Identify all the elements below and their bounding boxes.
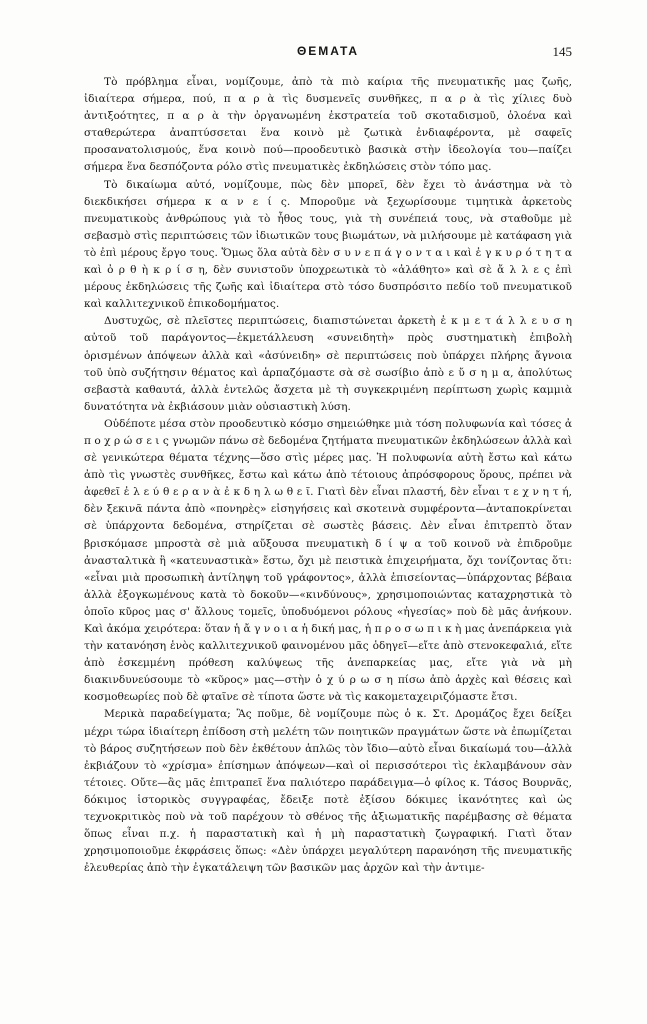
body-text (84, 74, 572, 877)
page-header (84, 44, 572, 64)
paragraph-1: Τὸ πρόβλημα εἶναι, νομίζουμε, ἀπὸ τὰ πιὸ καίρια τῆς πνευματικῆς μας ζωῆς, ἰδιαίτερα σήμερα, πού, π α ρ ὰ τὶς δυσμενεῖς συνθῆκες, π α ρ ὰ τὶς χίλιες δυὸ ἀντιξοότητες, π α ρ ὰ τὴν ὀργανωμένη ἐκστρατεία τοῦ σκοταδισμοῦ, ὁλοένα καὶ σταθερώτερα ἀναπτύσσεται ἕνα κοινὸ μὲ ζωτικὰ ἐνδιαφέροντα, μὲ σαφεῖς προσανατολισμούς, ἕνα κοινὸ πού—προοδευτικὸ βασικὰ στὴν ἰδεολογία του—παίζει σήμερα ἕνα δεσπόζοντα ρόλο στὶς πνευματικὲς ἐκδηλώσεις στὸν τόπο μας. (84, 76, 572, 174)
running-title: ΘΕΜΑΤΑ (296, 44, 360, 58)
page-number: 145 (552, 44, 572, 59)
paragraph-5: Μερικὰ παραδείγματα; Ἂς ποῦμε, δὲ νομίζουμε πὼς ὁ κ. Στ. Δρομάζος ἔχει δείξει μέχρι τώρα ἰδιαίτερη ἐπίδοση στὴ μελέτη τῶν ποιητικῶν πραγμάτων ὥστε νὰ ἐπωμίζεται τὸ βάρος συζητήσεων ποὺ δὲν ἐκθέτουν ἁπλῶς τὸν ἴδιο—αὐτὸ εἶναι δικαίωμά του—ἀλλὰ ἐκβιάζουν τὸ «χρίσμα» ἐπίσημων ἀπόψεων—καὶ οἱ περισσότεροι τὶς ἐκλαμβάνουν σὰν τέτοιες. Οὔτε—ἂς μᾶς ἐπιτραπεῖ ἕνα παλιότερο παράδειγμα—ὁ φίλος κ. Τάσος Βουρνᾶς, δόκιμος ἱστορικὸς συγγραφέας, ἔδειξε ποτὲ ἐξίσου δόκιμες ἱκανότητες καὶ ὡς τεχνοκριτικὸς ποὺ νὰ τοῦ παρέχουν τὸ σθένος τῆς ἀξιωματικῆς παρέμβασης σὲ θέματα ὅπως εἶναι π.χ. ἡ παραστατικὴ καὶ ἡ μὴ παραστατικὴ ζωγραφική. Γιατὶ ὅταν χρησιμοποιοῦμε ἐκφράσεις ὅπως: «Δὲν ὑπάρχει μεγαλύτερη παρανόηση τῆς πνευματικῆς ἐλευθερίας ἀπὸ τὴν ἐγκατάλειψη τῶν βασικῶν μας ἀρχῶν καὶ τὴν ἀντιμε- (84, 708, 572, 875)
paragraph-2: Τὸ δικαίωμα αὐτό, νομίζουμε, πὼς δὲν μπορεῖ, δὲν ἔχει τὸ ἀνάστημα νὰ τὸ διεκδικήσει σήμερα κ α ν ε ί ς. Μποροῦμε νὰ ξεχωρίσουμε τιμητικὰ ἀρκετοὺς πνευματικοὺς ἀνθρώπους γιὰ τὸ ἦθος τους, γιὰ τὴ συνέπειά τους, νὰ σταθοῦμε μὲ σεβασμὸ στὶς περιπτώσεις τῶν ἰδιωτικῶν τους βιωμάτων, νὰ μιλήσουμε μὲ κατάφαση γιὰ τὸ ἐπὶ μέρους ἔργο τους. Ὅμως ὅλα αὐτὰ δὲν σ υ ν ε π ά γ ο ν τ α ι καὶ ἐ γ κ υ ρ ό τ η τ α καὶ ὀ ρ θ ὴ κ ρ ί σ η, δὲν συνιστοῦν ὑποχρεωτικὰ τὸ «ἀλάθητο» καὶ σὲ ἄ λ λ ε ς ἐπὶ μέρους ἐκδηλώσεις τῆς ζωῆς καὶ ἰδιαίτερα στὸ τόσο δυσπρόσιτο πεδίο τοῦ πνευματικοῦ καὶ καλλιτεχνικοῦ ἐπικοδομήματος. (84, 178, 572, 311)
paragraph-4: Οὐδέποτε μέσα στὸν προοδευτικὸ κόσμο σημειώθηκε μιὰ τόση πολυφωνία καὶ τόσες ἀ π ο χ ρ ώ σ ε ι ς γνωμῶν πάνω σὲ δεδομένα ζητήματα πνευματικῶν ἐκδηλώσεων ἀλλὰ καὶ σὲ γενικώτερα θέματα τέχνης—ὅσο στὶς μέρες μας. Ἡ πολυφωνία αὐτὴ ἔστω καὶ κάτω ἀπὸ τὶς γνωστὲς συνθῆκες, ἔστω καὶ κάτω ἀπὸ τέτοιους ἀπρόσφορους ὅρους, πρέπει νὰ ἀφεθεῖ ἐ λ ε ύ θ ε ρ α ν ὰ ἐ κ δ η λ ω θ ε ῖ. Γιατὶ δὲν εἶναι πλαστή, δὲν εἶναι τ ε χ ν η τ ή, δὲν ξεκινᾶ πάντα ἀπὸ «πονηρὲς» εἰσηγήσεις καὶ σκοτεινὰ συμφέροντα—ἀνταποκρίνεται σὲ ὑπάρχοντα δεδομένα, στηρίζεται σὲ σωστὲς βάσεις. Δὲν εἶναι ἐπιτρεπτὸ ὅταν βρισκόμασε μπροστὰ σὲ μιὰ αὔξουσα πνευματικὴ δ ί ψ α τοῦ κοινοῦ νὰ ἐπιδροῦμε ἀνασταλτικὰ ἢ «κατευναστικὰ» ἔστω, ὄχι μὲ πειστικὰ ἐπιχειρήματα, ὄχι τονίζοντας ὅτι: «εἶναι μιὰ προσωπικὴ ἀντίληψη τοῦ γράφοντος», ἀλλὰ ἐπισείοντας—ὑπάρχοντας βέβαια ἀλλὰ ἐξογκωμένους κατὰ τὸ δοκοῦν—«κινδύνους», χρησιμοποιώντας καταχρηστικὰ τὸ ὁποῖο κῦρος μας σ' ἄλλους τομεῖς, ὑποδυόμενοι ρόλους «ἠγεσίας» ποὺ δὲ μᾶς ἀνήκουν. Καὶ ἀκόμα χειρότερα: ὅταν ἡ ἄ γ ν ο ι α ἡ δική μας, ἡ π ρ ο σ ω π ι κ ὴ μας ἀνεπάρκεια γιὰ τὴν κατανόηση ἑνὸς καλλιτεχνικοῦ φαινομένου μᾶς ὁδηγεῖ—εἴτε ἀπὸ στενοκεφαλιά, εἴτε ἀπὸ ἐσκεμμένη πρόθεση καλύψεως τῆς ἀνεπαρκείας μας, εἴτε γιὰ νὰ μὴ διακινδυνεύσουμε τὸ «κῦρος» μας—στὴν ὀ χ ύ ρ ω σ η πίσω ἀπὸ ἀρχὲς καὶ θέσεις καὶ κοσμοθεωρίες ποὺ δὲ φταῖνε σὲ τίποτα ὥστε νὰ τὶς κακομεταχειριζόμαστε ἔτσι. (84, 417, 572, 704)
paragraph-3: Δυστυχῶς, σὲ πλεῖστες περιπτώσεις, διαπιστώνεται ἀρκετὴ ἐ κ μ ε τ ά λ λ ε υ σ η αὐτοῦ τοῦ παράγοντος—ἐκμετάλλευση «συνειδητὴ» πρὸς συστηματικὴ ἐπιβολὴ ὁρισμένων ἀπόψεων ἀλλὰ καὶ «ἀσύνειδη» σὲ περιπτώσεις ποὺ ὑπάρχει πλήρης ἄγνοια τοῦ ὑπὸ συζήτησιν θέματος καὶ ἁρπαζόμαστε σὰ σὲ σωσίβιο ἀπὸ ε ὔ σ η μ α, ἀπολύτως σεβαστὰ καθαυτά, ἀλλὰ ἐντελῶς ἄσχετα μὲ τὴ συγκεκριμένη περίπτωση χωρὶς καμμιὰ δυνατότητα νὰ ἐκβιάσουν μιὰν οὐσιαστικὴ λύση. (84, 315, 572, 413)
